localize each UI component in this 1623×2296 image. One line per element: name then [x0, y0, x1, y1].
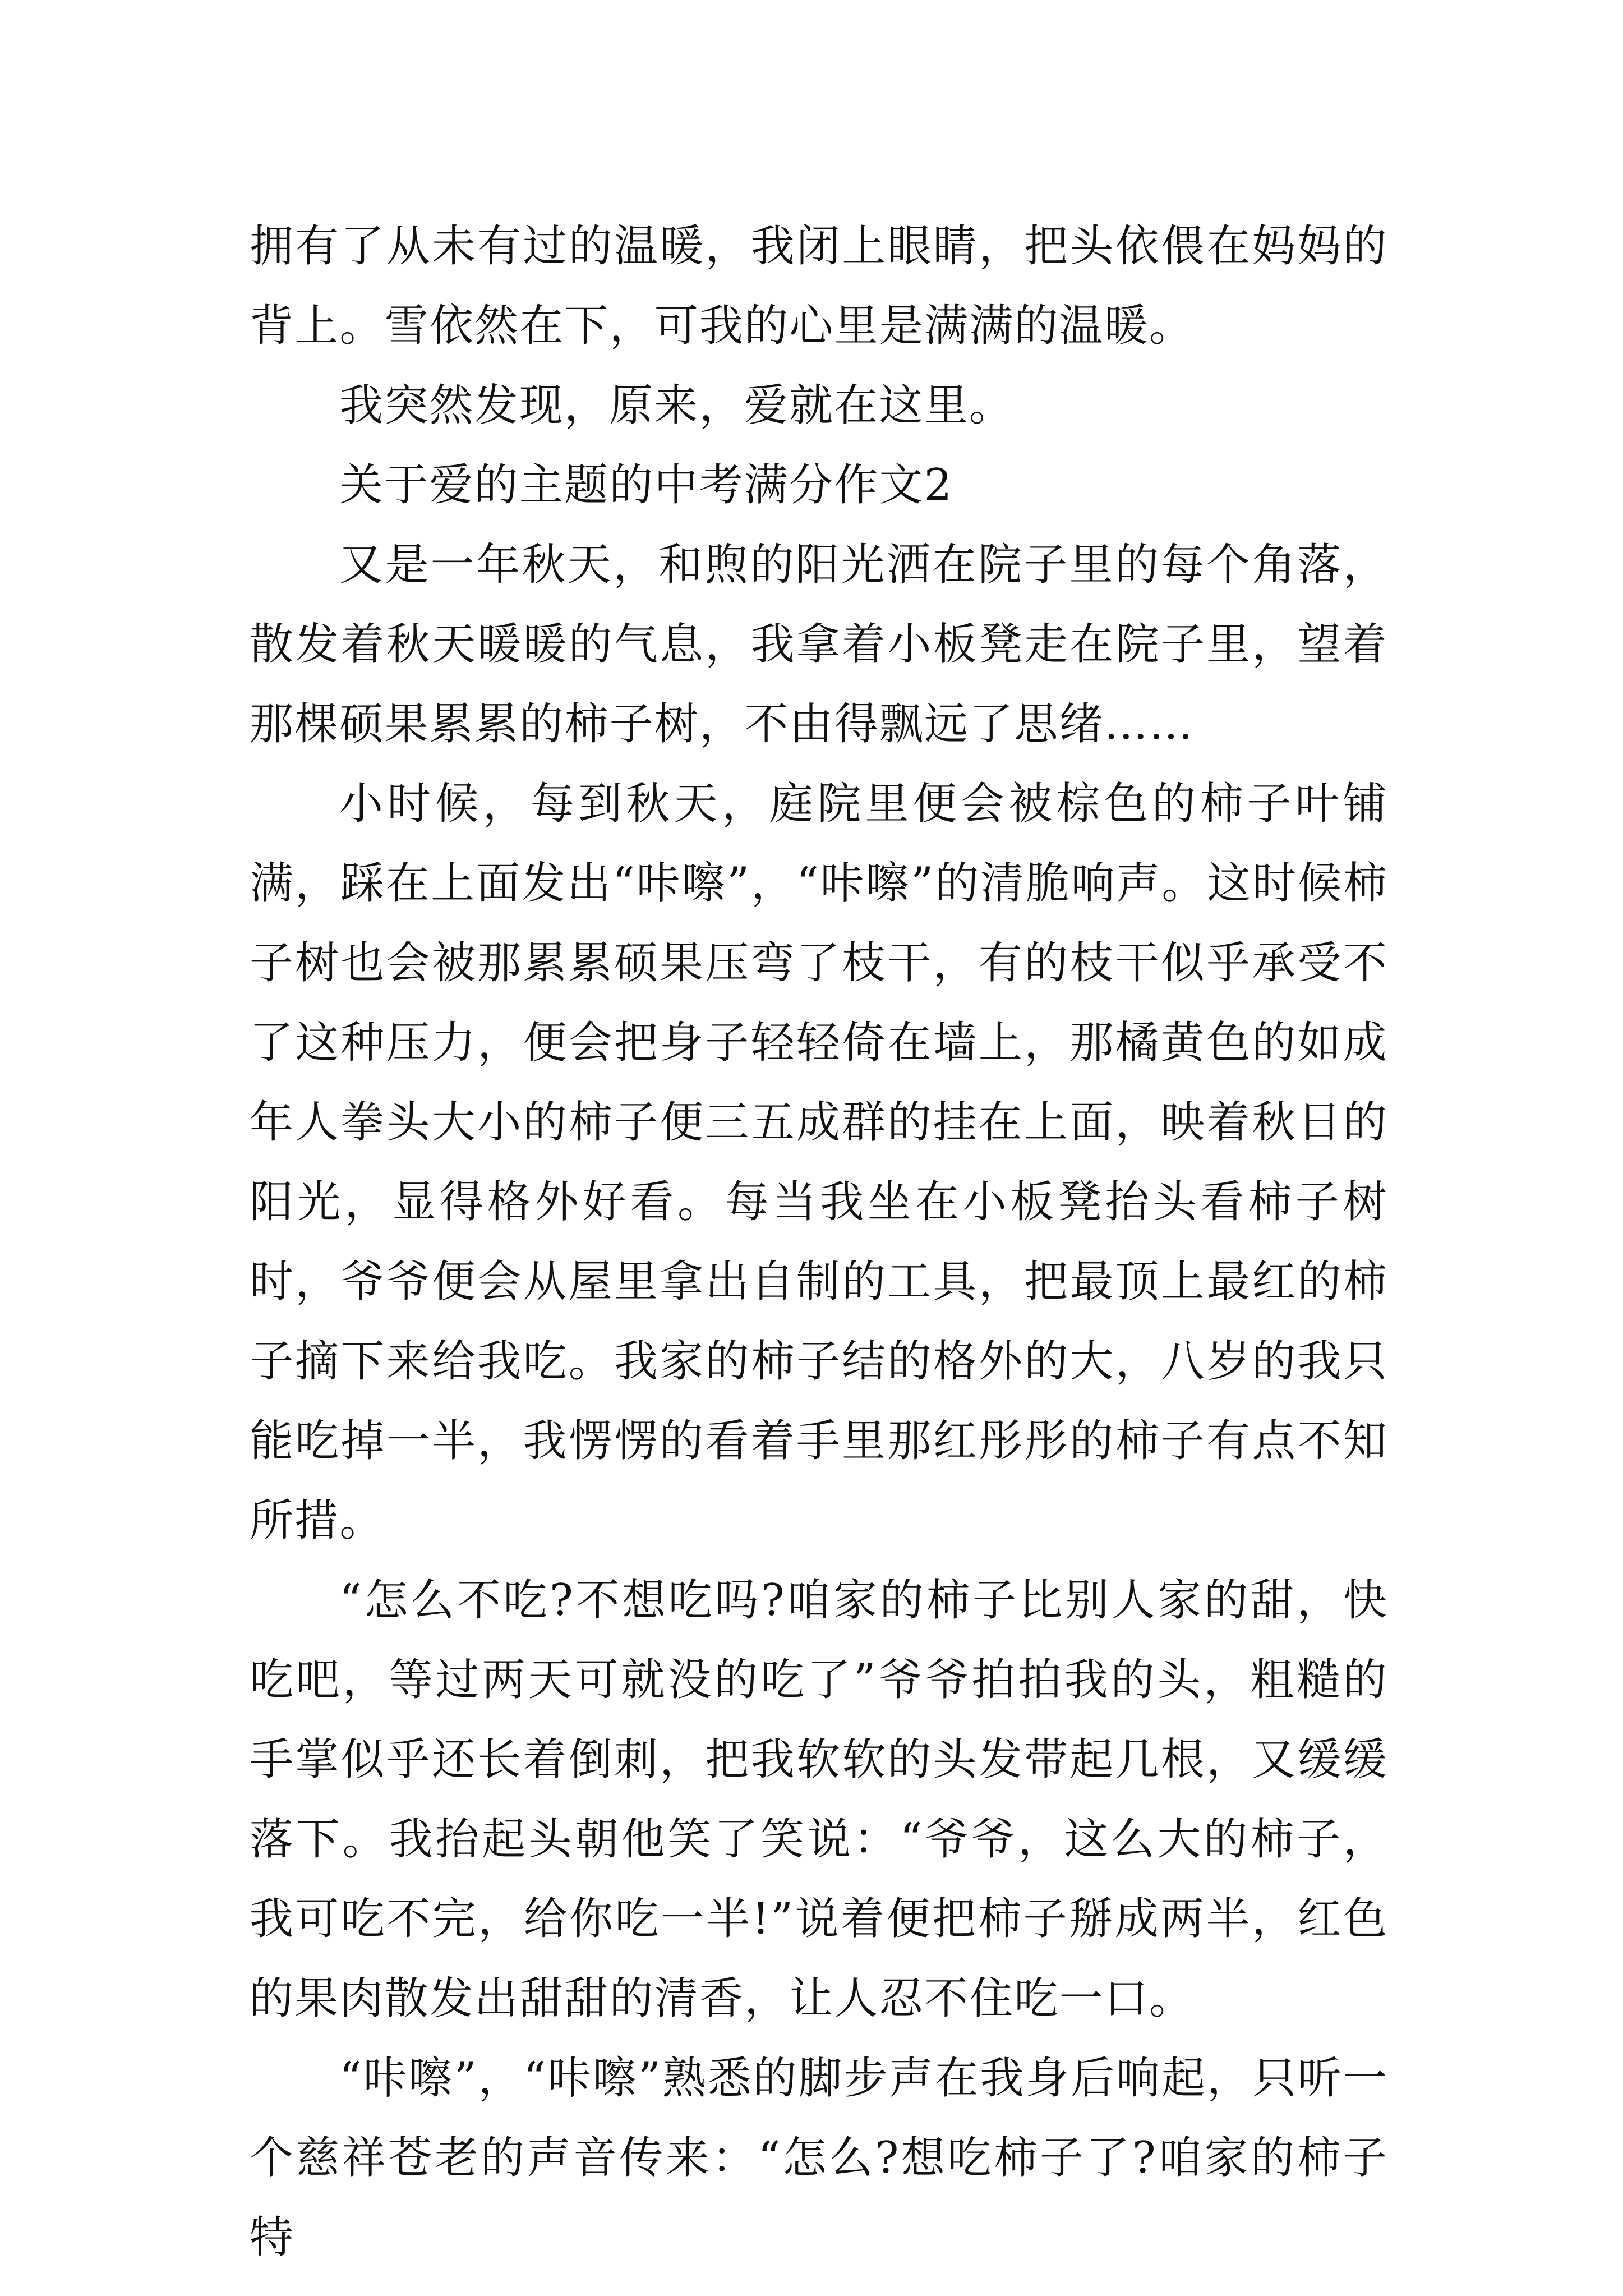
paragraph-conclusion: 我突然发现，原来，爱就在这里。: [339, 380, 1015, 431]
paragraph-childhood: 小时候，每到秋天，庭院里便会被棕色的柿子叶铺满，踩在上面发出“咔嚓”，“咔嚓”的清脆响声。这时候柿子树也会被那累累硕果压弯了枝干，有的枝干似乎承受不了这种压力，便会把身子轻轻倚在墙上，那橘黄色的如成年人拳头大小的柿子便三五成群的挂在上面，映着秋日的阳光，显得格外好看。每当我坐在小板凳抬头看柿子树时，爷爷便会从屋里拿出自制的工具，把最顶上最红的柿子摘下来给我吃。我家的柿子结的格外的大，八岁的我只能吃掉一半，我愣愣的看着手里那红彤彤的柿子有点不知所措。: [250, 779, 1388, 1546]
paragraph-opening: 又是一年秋天，和煦的阳光洒在院子里的每个角落，散发着秋天暖暖的气息，我拿着小板凳走在院子里，望着那棵硕果累累的柿子树，不由得飘远了思绪……: [250, 540, 1388, 749]
paragraph-footsteps: “咔嚓”，“咔嚓”熟悉的脚步声在我身后响起，只听一个慈祥苍老的声音传来：“怎么?想吃柿子了?咱家的柿子特: [250, 2053, 1388, 2263]
paragraph-dialogue: “怎么不吃?不想吃吗?咱家的柿子比别人家的甜，快吃吧，等过两天可就没的吃了”爷爷拍拍我的头，粗糙的手掌似乎还长着倒刺，把我软软的头发带起几根，又缓缓落下。我抬起头朝他笑了笑说：“爷爷，这么大的柿子，我可吃不完，给你吃一半!”说着便把柿子掰成两半，红色的果肉散发出甜甜的清香，让人忍不住吃一口。: [250, 1575, 1388, 2024]
paragraph-continued: 拥有了从未有过的温暖，我闭上眼睛，把头依偎在妈妈的背上。雪依然在下，可我的心里是满满的温暖。: [250, 221, 1388, 351]
essay-title: 关于爱的主题的中考满分作文2: [339, 460, 953, 510]
essay-body: [250, 206, 1388, 2277]
